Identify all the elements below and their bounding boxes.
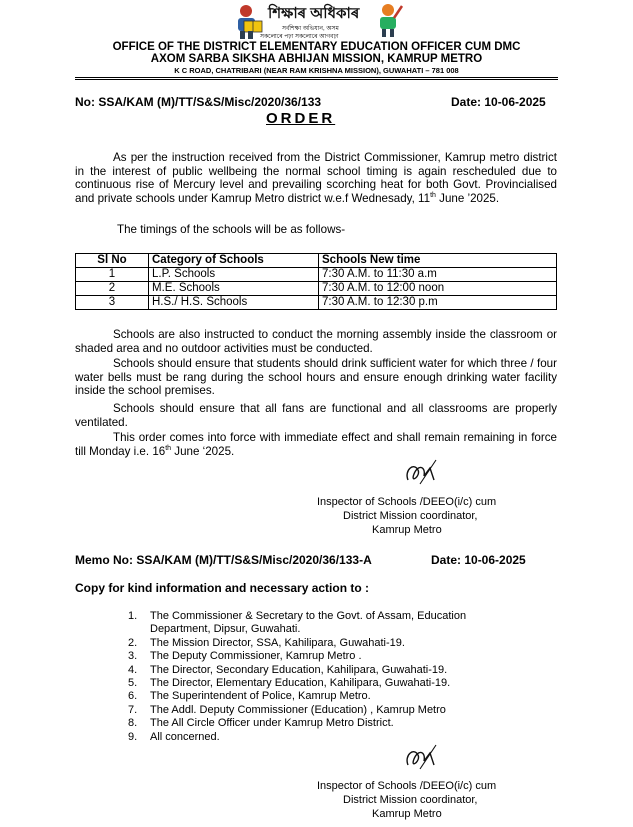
table-cell: 7:30 A.M. to 12:00 noon [319, 282, 557, 296]
list-item: 8. The All Circle Officer under Kamrup Metro District. [128, 717, 394, 730]
paragraph-fans-text: Schools should ensure that all fans are functional and all classrooms are properly ventilated. [75, 402, 557, 429]
paragraph-assembly-text: Schools are also instructed to conduct the morning assembly inside the classroom or shaded area and no outdoor activities must be conducted. [75, 328, 557, 355]
recipient-text: The All Circle Officer under Kamrup Metro District. [150, 717, 394, 730]
paragraph-timings-intro: The timings of the schools will be as follows- [117, 223, 346, 236]
memo-number: Memo No: SSA/KAM (M)/TT/S&S/Misc/2020/36/133-A [75, 553, 372, 567]
list-item: 2. The Mission Director, SSA, Kahilipara, Guwahati-19. [128, 636, 405, 649]
table-cell: 2 [76, 282, 149, 296]
header-rule [75, 77, 558, 78]
order-title: ORDER [266, 110, 336, 127]
paragraph-water-text: Schools should ensure that students should drink sufficient water for which three / four water bells must be rang during the school hours and ensure enough drinking water facility inside the school premises. [75, 357, 557, 398]
table-row [76, 282, 557, 296]
paragraph-fans [75, 402, 557, 429]
copy-heading: Copy for kind information and necessary action to : [75, 581, 370, 595]
recipient-text: The Mission Director, SSA, Kahilipara, Guwahati-19. [150, 636, 405, 649]
table-row [76, 296, 557, 310]
table-cell: 1 [76, 268, 149, 282]
ordinal-suffix: th [165, 444, 172, 452]
header-rule-lower [75, 79, 558, 80]
signatory-district: Kamrup Metro [372, 524, 442, 536]
list-item: 7. The Addl. Deputy Commissioner (Education) , Kamrup Metro [128, 703, 446, 716]
list-item: 9. All concerned. [128, 730, 220, 743]
list-item: 3. The Deputy Commissioner, Kamrup Metro . [128, 650, 362, 663]
recipient-text: The Commissioner & Secretary to the Govt. of Assam, Education Department, Dipsur, Guwahati. [150, 610, 467, 636]
logo-title: শিক্ষাৰ অধিকাৰ [268, 5, 360, 22]
paragraph-effect-text: This order comes into force with immediate effect and shall remain remaining in force till Monday i.e. 16 [75, 431, 557, 458]
office-address: K C ROAD, CHATRIBARI (NEAR RAM KRISHNA MISSION), GUWAHATI – 781 008 [174, 66, 459, 75]
table-cell: H.S./ H.S. Schools [149, 296, 319, 310]
logo-subtitle: সৰ্বশিক্ষা অভিযান, অসম [282, 26, 339, 32]
table-cell: 7:30 A.M. to 11:30 a.m [319, 268, 557, 282]
signature-icon [396, 743, 626, 773]
recipient-text: The Superintendent of Police, Kamrup Metro. [150, 690, 371, 703]
list-item: 5. The Director, Elementary Education, Kahilipara, Guwahati-19. [128, 677, 451, 690]
paragraph-effect [75, 431, 557, 458]
order-date: Date: 10-06-2025 [451, 95, 546, 109]
signatory-designation: Inspector of Schools /DEEO(i/c) cum [317, 496, 497, 508]
paragraph-effect-end: June ‘2025. [171, 444, 235, 458]
memo-date: Date: 10-06-2025 [431, 553, 526, 567]
paragraph-assembly [75, 328, 557, 355]
order-reference-number: No: SSA/KAM (M)/TT/S&S/Misc/2020/36/133 [75, 95, 322, 109]
signatory-role: District Mission coordinator, [343, 510, 478, 522]
signatory-district: Kamrup Metro [372, 808, 442, 820]
recipient-list [128, 610, 508, 744]
table-cell: L.P. Schools [149, 268, 319, 282]
child-pencil-icon [372, 2, 404, 38]
paragraph-water [75, 357, 557, 398]
signatory-designation: Inspector of Schools /DEEO(i/c) cum [317, 780, 497, 792]
list-item: 6. The Superintendent of Police, Kamrup Metro. [128, 690, 371, 703]
column-header: Schools New time [319, 254, 557, 268]
paragraph-instruction [75, 151, 557, 205]
recipient-text: The Director, Elementary Education, Kahilipara, Guwahati-19. [150, 677, 451, 690]
mission-name: AXOM SARBA SIKSHA ABHIJAN MISSION, KAMRUP METRO [150, 53, 483, 65]
school-timing-table [75, 253, 557, 310]
list-item: 4. The Director, Secondary Education, Kahilipara, Guwahati-19. [128, 663, 448, 676]
paragraph-instruction-end: June ’2025. [435, 191, 500, 205]
column-header: Sl No [76, 254, 149, 268]
paragraph-instruction-text: As per the instruction received from the District Commissioner, Kamrup metro district in the interest of public wellbeing the normal school timing is again rescheduled due to continuous rise of Mercury level and prevailing scorching heat for both Govt. Provincialised and private schools under Kamrup Metro district w.e.f Wednesady, 11 [75, 151, 557, 205]
table-cell: 3 [76, 296, 149, 310]
table-cell: M.E. Schools [149, 282, 319, 296]
recipient-text: The Deputy Commissioner, Kamrup Metro . [150, 650, 362, 663]
ordinal-suffix: th [430, 191, 436, 199]
column-header: Category of Schools [149, 254, 319, 268]
office-name: OFFICE OF THE DISTRICT ELEMENTARY EDUCATION OFFICER CUM DMC [112, 41, 521, 53]
table-header-row [76, 254, 557, 268]
recipient-text: The Addl. Deputy Commissioner (Education) , Kamrup Metro [150, 703, 446, 716]
logo-tagline: সকলোৰে পঢ়া সকলোৰে আগবঢ়া [260, 34, 339, 40]
signatory-role: District Mission coordinator, [343, 794, 478, 806]
recipient-text: The Director, Secondary Education, Kahilipara, Guwahati-19. [150, 663, 448, 676]
signature-icon [396, 458, 626, 488]
list-item: 1. The Commissioner & Secretary to the Govt. of Assam, Education Department, Dipsur, Guwahati. [128, 610, 467, 636]
letterhead-logo [232, 2, 404, 40]
recipient-text: All concerned. [150, 730, 220, 743]
table-cell: 7:30 A.M. to 12:30 p.m [319, 296, 557, 310]
table-row [76, 268, 557, 282]
